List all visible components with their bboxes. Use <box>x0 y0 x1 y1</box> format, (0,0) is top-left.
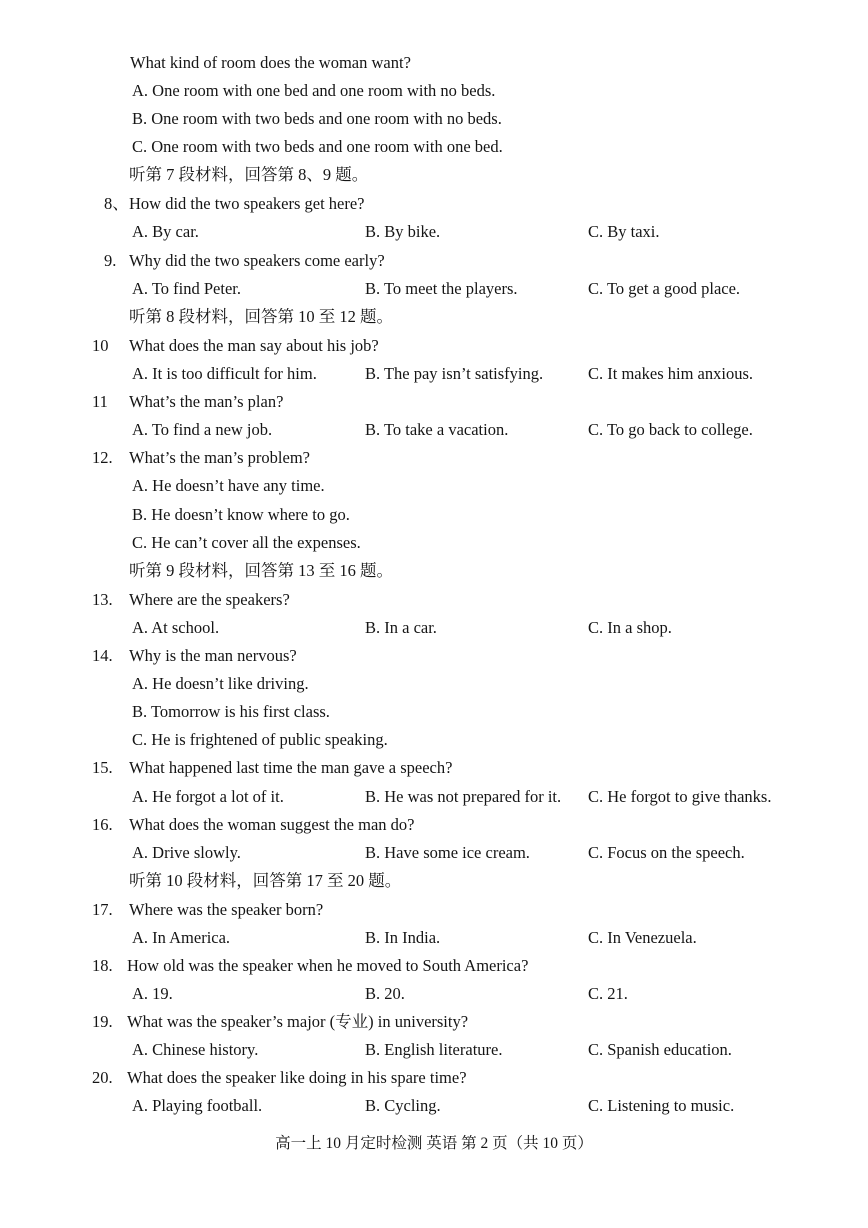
option-c: C. Focus on the speech. <box>588 843 745 862</box>
option-b: B. Tomorrow is his first class. <box>132 702 330 721</box>
section-heading-9: 听第 9 段材料，回答第 13 至 16 题。 <box>129 561 393 580</box>
question-stem: What does the man say about his job? <box>129 336 379 355</box>
option-c: C. By taxi. <box>588 222 660 241</box>
option-b: B. He was not prepared for it. <box>365 787 562 806</box>
question-stem: Why did the two speakers come early? <box>129 251 385 270</box>
option-c: C. He can’t cover all the expenses. <box>132 533 361 552</box>
question-number: 13. <box>92 590 113 609</box>
question-stem: What does the speaker like doing in his spare time? <box>127 1068 467 1087</box>
section-heading-8: 听第 8 段材料，回答第 10 至 12 题。 <box>129 307 393 326</box>
question-number: 20. <box>92 1068 113 1087</box>
option-a: A. In America. <box>132 928 231 947</box>
option-c: C. He forgot to give thanks. <box>588 787 772 806</box>
option-a: A. Chinese history. <box>132 1040 259 1059</box>
option-c: C. Listening to music. <box>588 1096 735 1115</box>
question-stem: What was the speaker’s major (专业) in university? <box>127 1012 469 1031</box>
option-a: A. He doesn’t have any time. <box>132 476 325 495</box>
page-footer: 高一上 10 月定时检测 英语 第 2 页（共 10 页） <box>275 1135 593 1152</box>
question-stem: How old was the speaker when he moved to South America? <box>127 956 529 975</box>
option-c: C. To get a good place. <box>588 279 741 298</box>
question-number: 17. <box>92 900 113 919</box>
option-a: A. He forgot a lot of it. <box>132 787 284 806</box>
question-number: 8、 <box>104 194 129 213</box>
option-c: C. To go back to college. <box>588 420 753 439</box>
option-b: B. The pay isn’t satisfying. <box>365 364 544 383</box>
option-a: A. 19. <box>132 984 173 1003</box>
question-number: 11 <box>92 392 108 411</box>
question-stem: How did the two speakers get here? <box>129 194 365 213</box>
option-b: B. To meet the players. <box>365 279 518 298</box>
option-a: A. He doesn’t like driving. <box>132 674 309 693</box>
option-c: C. Spanish education. <box>588 1040 732 1059</box>
option-c: C. It makes him anxious. <box>588 364 753 383</box>
q7-option-b: B. One room with two beds and one room with no beds. <box>132 109 502 128</box>
section-heading-7: 听第 7 段材料，回答第 8、9 题。 <box>129 165 369 184</box>
option-b: B. He doesn’t know where to go. <box>132 505 350 524</box>
option-c: C. He is frightened of public speaking. <box>132 730 388 749</box>
option-a: A. By car. <box>132 222 199 241</box>
q7-option-a: A. One room with one bed and one room with no beds. <box>132 81 496 100</box>
option-c: C. In Venezuela. <box>588 928 697 947</box>
question-number: 14. <box>92 646 113 665</box>
option-b: B. To take a vacation. <box>365 420 509 439</box>
option-b: B. 20. <box>365 984 405 1003</box>
option-a: A. At school. <box>132 618 220 637</box>
question-stem: Where was the speaker born? <box>129 900 324 919</box>
option-b: B. By bike. <box>365 222 441 241</box>
option-c: C. In a shop. <box>588 618 672 637</box>
question-number: 19. <box>92 1012 113 1031</box>
question-stem: What happened last time the man gave a speech? <box>129 758 453 777</box>
option-b: B. Have some ice cream. <box>365 843 530 862</box>
question-stem: Why is the man nervous? <box>129 646 297 665</box>
q7-stem: What kind of room does the woman want? <box>130 53 411 72</box>
question-stem: What’s the man’s problem? <box>129 448 310 467</box>
question-stem: What’s the man’s plan? <box>129 392 284 411</box>
section-heading-10: 听第 10 段材料，回答第 17 至 20 题。 <box>129 871 402 890</box>
question-number: 9. <box>104 251 117 270</box>
option-a: A. To find a new job. <box>132 420 273 439</box>
question-number: 15. <box>92 758 113 777</box>
question-stem: Where are the speakers? <box>129 590 290 609</box>
question-number: 12. <box>92 448 113 467</box>
option-c: C. 21. <box>588 984 628 1003</box>
option-b: B. Cycling. <box>365 1096 441 1115</box>
question-number: 16. <box>92 815 113 834</box>
option-b: B. English literature. <box>365 1040 503 1059</box>
question-number: 10 <box>92 336 109 355</box>
option-b: B. In a car. <box>365 618 437 637</box>
question-number: 18. <box>92 956 113 975</box>
option-a: A. It is too difficult for him. <box>132 364 317 383</box>
option-a: A. Playing football. <box>132 1096 263 1115</box>
q7-option-c: C. One room with two beds and one room with one bed. <box>132 137 503 156</box>
option-a: A. To find Peter. <box>132 279 241 298</box>
option-b: B. In India. <box>365 928 441 947</box>
question-stem: What does the woman suggest the man do? <box>129 815 415 834</box>
option-a: A. Drive slowly. <box>132 843 241 862</box>
